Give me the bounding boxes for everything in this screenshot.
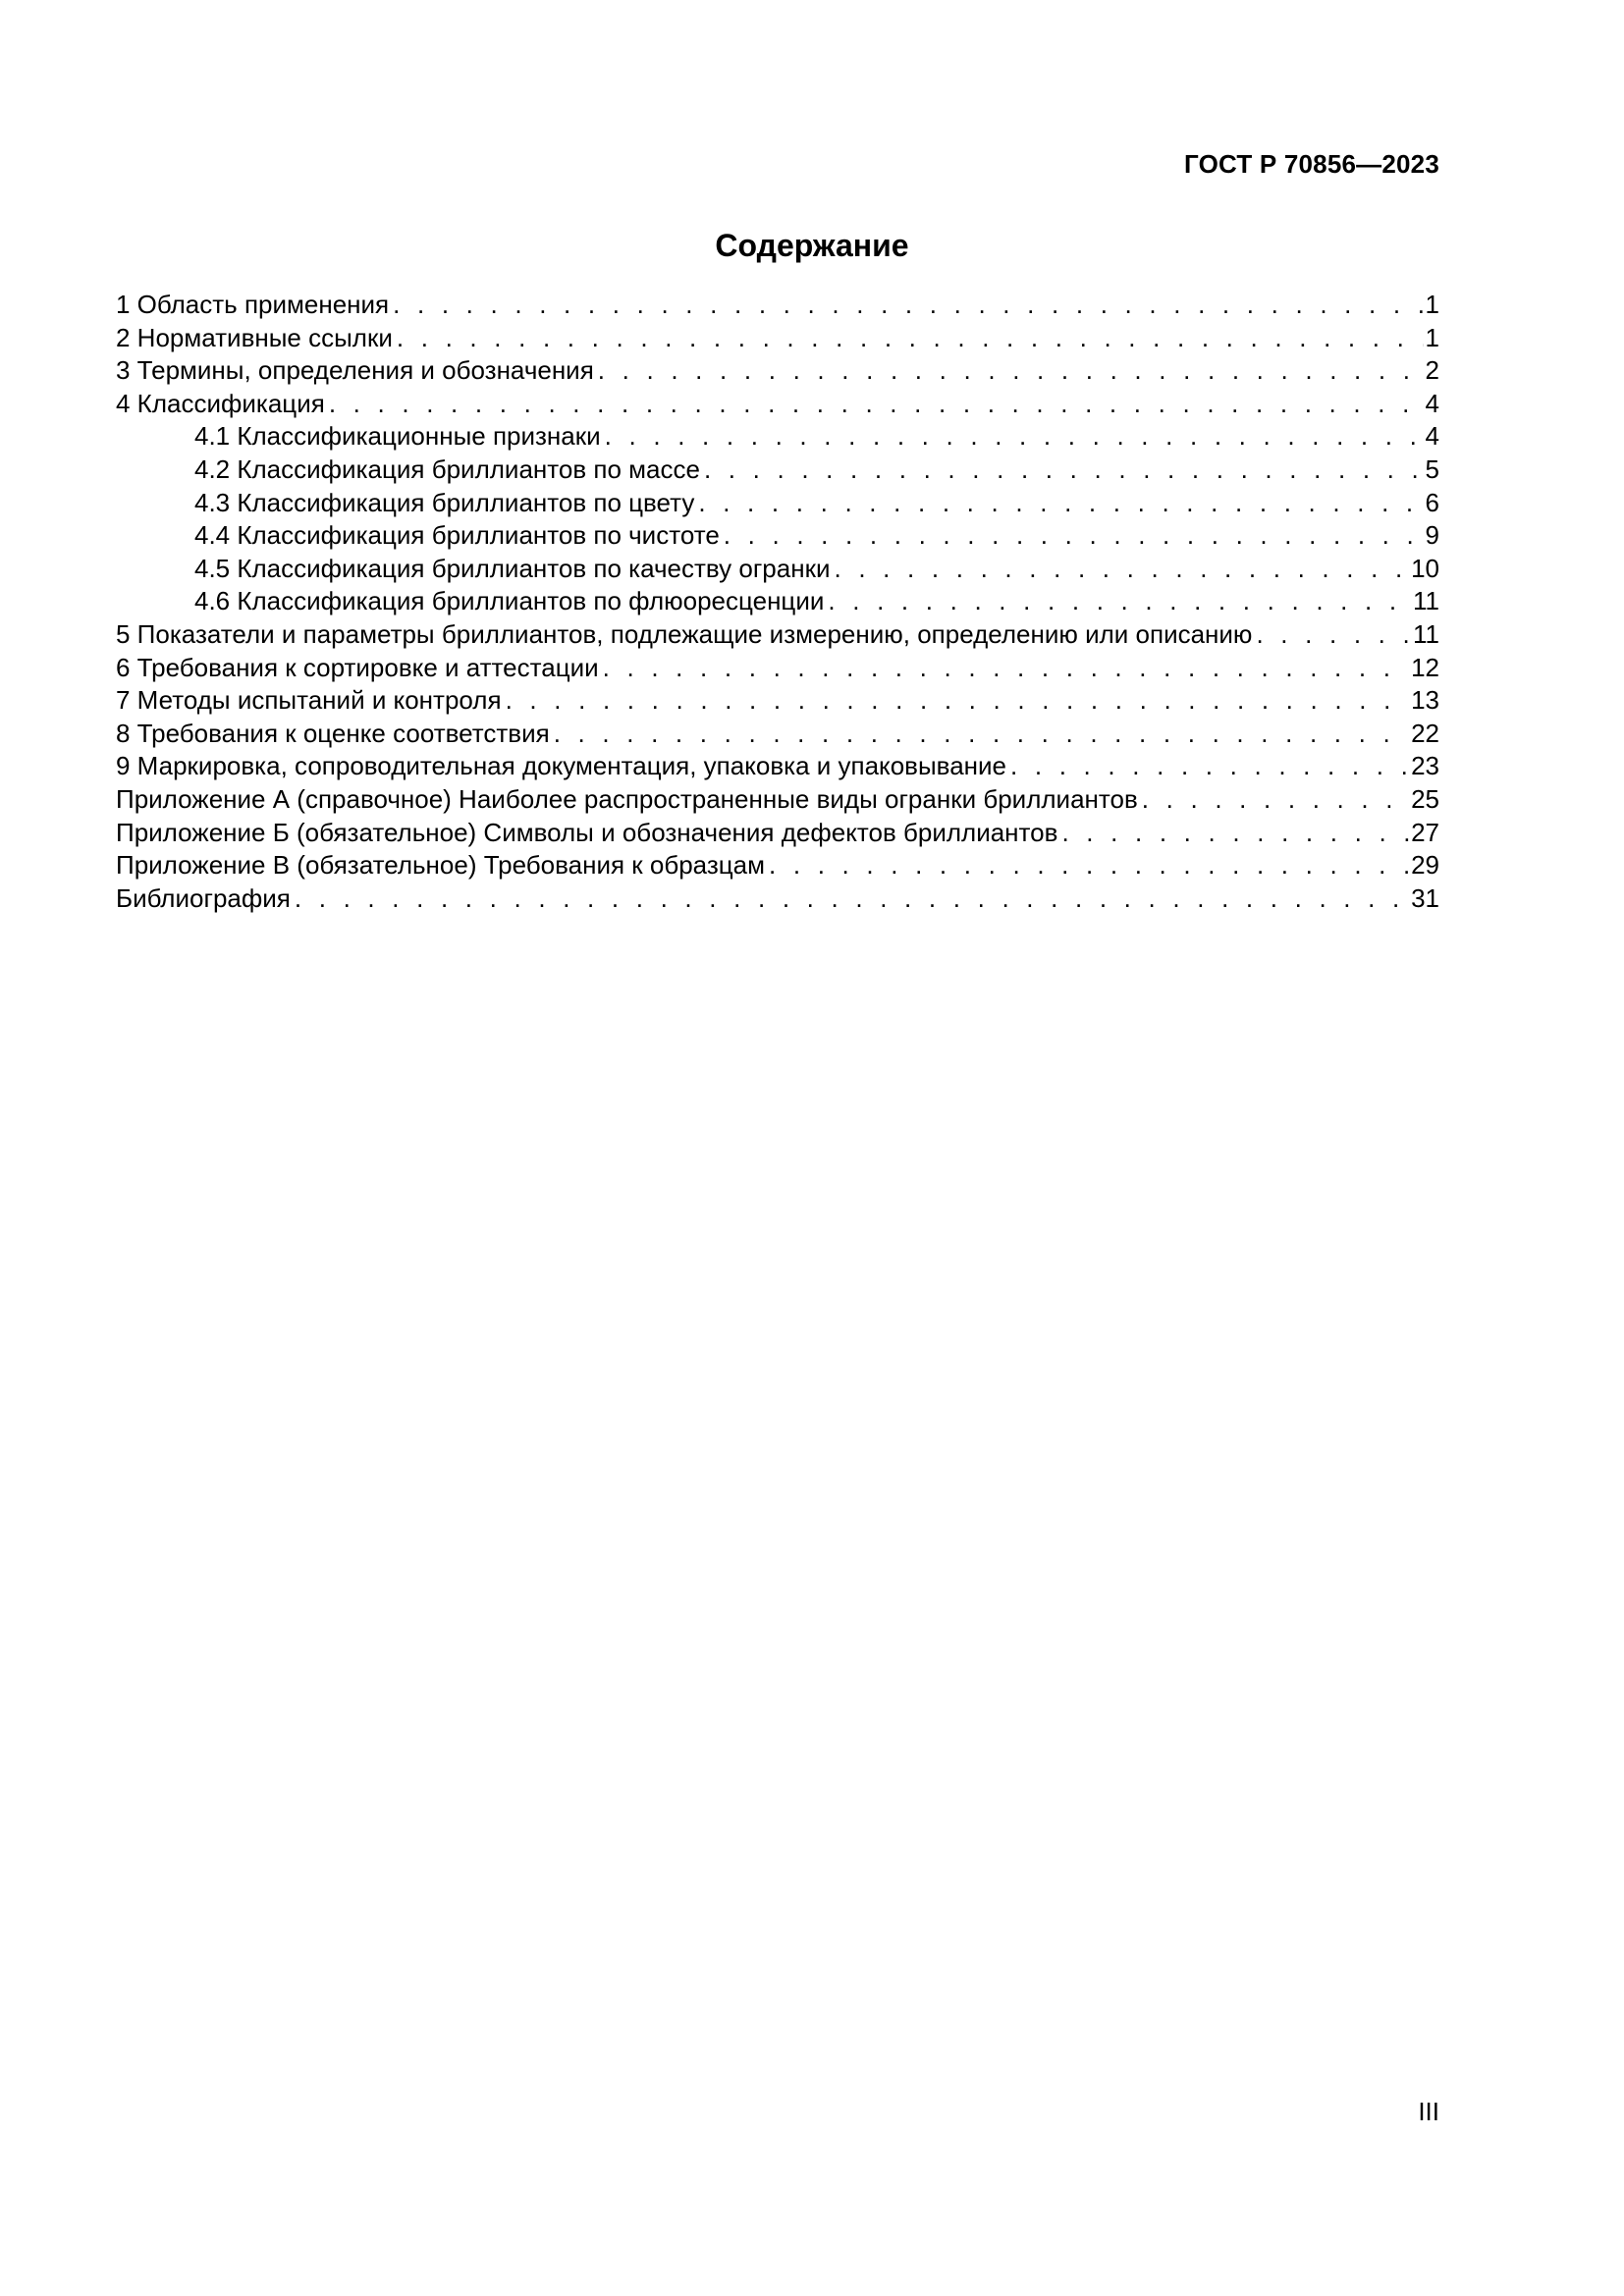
toc-entry-3[interactable] <box>116 354 1439 388</box>
toc-entry-label: 4 Классификация <box>116 388 325 418</box>
toc-entry-4-2[interactable] <box>116 454 1439 487</box>
toc-dot-leader <box>1010 750 1409 783</box>
toc-entry-label: 7 Методы испытаний и контроля <box>116 685 502 716</box>
toc-entry-page: 27 <box>1411 817 1439 847</box>
toc-dot-leader <box>554 718 1409 751</box>
toc-entry-label: 4.5 Классификация бриллиантов по качеству огранки <box>194 553 831 583</box>
toc-dot-leader <box>295 882 1409 916</box>
toc-dot-leader <box>769 849 1409 882</box>
toc-entry-label: 4.1 Классификационные признаки <box>194 421 601 452</box>
toc-entry-label: 6 Требования к сортировке и аттестации <box>116 652 599 682</box>
toc-entry-6[interactable] <box>116 652 1439 685</box>
toc-entry-9[interactable] <box>116 750 1439 783</box>
toc-entry-4-5[interactable] <box>116 553 1439 586</box>
toc-dot-leader <box>704 454 1424 487</box>
toc-entry-bibliography[interactable] <box>116 882 1439 916</box>
toc-entry-label: 1 Область применения <box>116 290 390 319</box>
toc-dot-leader <box>834 553 1409 586</box>
toc-dot-leader <box>724 519 1424 553</box>
toc-entry-label: Приложение Б (обязательное) Символы и обозначения дефектов бриллиантов <box>116 817 1058 847</box>
toc-title: Содержание <box>715 228 909 263</box>
table-of-contents <box>116 289 1439 915</box>
toc-entry-5[interactable] <box>116 618 1439 652</box>
toc-dot-leader <box>329 388 1424 421</box>
toc-entry-label: Приложение А (справочное) Наиболее распространенные виды огранки бриллиантов <box>116 783 1138 814</box>
toc-entry-page: 31 <box>1411 882 1439 913</box>
toc-entry-label: 9 Маркировка, сопроводительная документация, упаковка и упаковывание <box>116 751 1007 781</box>
toc-entry-page: 4 <box>1425 388 1439 418</box>
toc-entry-label: 4.6 Классификация бриллиантов по флюоресценции <box>194 586 825 616</box>
toc-dot-leader <box>506 684 1410 718</box>
toc-entry-page: 12 <box>1411 652 1439 682</box>
toc-entry-page: 13 <box>1411 685 1439 716</box>
toc-dot-leader <box>598 354 1424 388</box>
toc-entry-label: 4.2 Классификация бриллиантов по массе <box>194 454 700 484</box>
toc-entry-page: 25 <box>1411 783 1439 814</box>
toc-entry-page: 5 <box>1425 454 1439 484</box>
toc-entry-8[interactable] <box>116 718 1439 751</box>
toc-entry-label: Библиография <box>116 882 291 913</box>
toc-entry-4-1[interactable] <box>116 420 1439 454</box>
toc-entry-label: Приложение В (обязательное) Требования к образцам <box>116 850 765 881</box>
toc-entry-page: 1 <box>1425 290 1439 319</box>
toc-entry-page: 11 <box>1413 586 1439 616</box>
toc-entry-page: 23 <box>1411 751 1439 781</box>
toc-dot-leader <box>1142 783 1409 817</box>
toc-dot-leader <box>603 652 1409 685</box>
document-code: ГОСТ Р 70856—2023 <box>1184 149 1439 179</box>
toc-entry-4-3[interactable] <box>116 487 1439 520</box>
toc-entry-label: 4.4 Классификация бриллиантов по чистоте <box>194 520 720 551</box>
toc-dot-leader <box>698 487 1423 520</box>
page-number: III <box>1418 2097 1439 2126</box>
toc-dot-leader <box>393 289 1423 322</box>
toc-entry-4-6[interactable] <box>116 585 1439 618</box>
toc-entry-page: 11 <box>1413 618 1439 649</box>
toc-entry-7[interactable] <box>116 684 1439 718</box>
toc-entry-page: 22 <box>1411 718 1439 748</box>
toc-entry-appendix-a[interactable] <box>116 783 1439 817</box>
toc-dot-leader <box>1256 618 1411 652</box>
toc-entry-page: 29 <box>1411 850 1439 881</box>
toc-entry-page: 10 <box>1411 553 1439 583</box>
toc-entry-1[interactable] <box>116 289 1439 322</box>
toc-dot-leader <box>397 322 1424 355</box>
toc-dot-leader <box>605 420 1424 454</box>
toc-entry-label: 3 Термины, определения и обозначения <box>116 355 594 386</box>
toc-entry-4[interactable] <box>116 388 1439 421</box>
toc-entry-page: 6 <box>1425 487 1439 517</box>
toc-entry-label: 2 Нормативные ссылки <box>116 322 393 352</box>
toc-entry-label: 8 Требования к оценке соответствия <box>116 718 550 748</box>
toc-dot-leader <box>828 585 1411 618</box>
toc-entry-appendix-v[interactable] <box>116 849 1439 882</box>
toc-entry-4-4[interactable] <box>116 519 1439 553</box>
toc-entry-page: 1 <box>1425 322 1439 352</box>
toc-entry-label: 4.3 Классификация бриллиантов по цвету <box>194 487 695 517</box>
toc-entry-page: 4 <box>1425 421 1439 452</box>
toc-entry-page: 9 <box>1425 520 1439 551</box>
toc-entry-page: 2 <box>1425 355 1439 386</box>
toc-entry-label: 5 Показатели и параметры бриллиантов, подлежащие измерению, определению или описанию <box>116 618 1253 649</box>
toc-entry-2[interactable] <box>116 322 1439 355</box>
toc-dot-leader <box>1061 817 1409 850</box>
toc-entry-appendix-b[interactable] <box>116 817 1439 850</box>
